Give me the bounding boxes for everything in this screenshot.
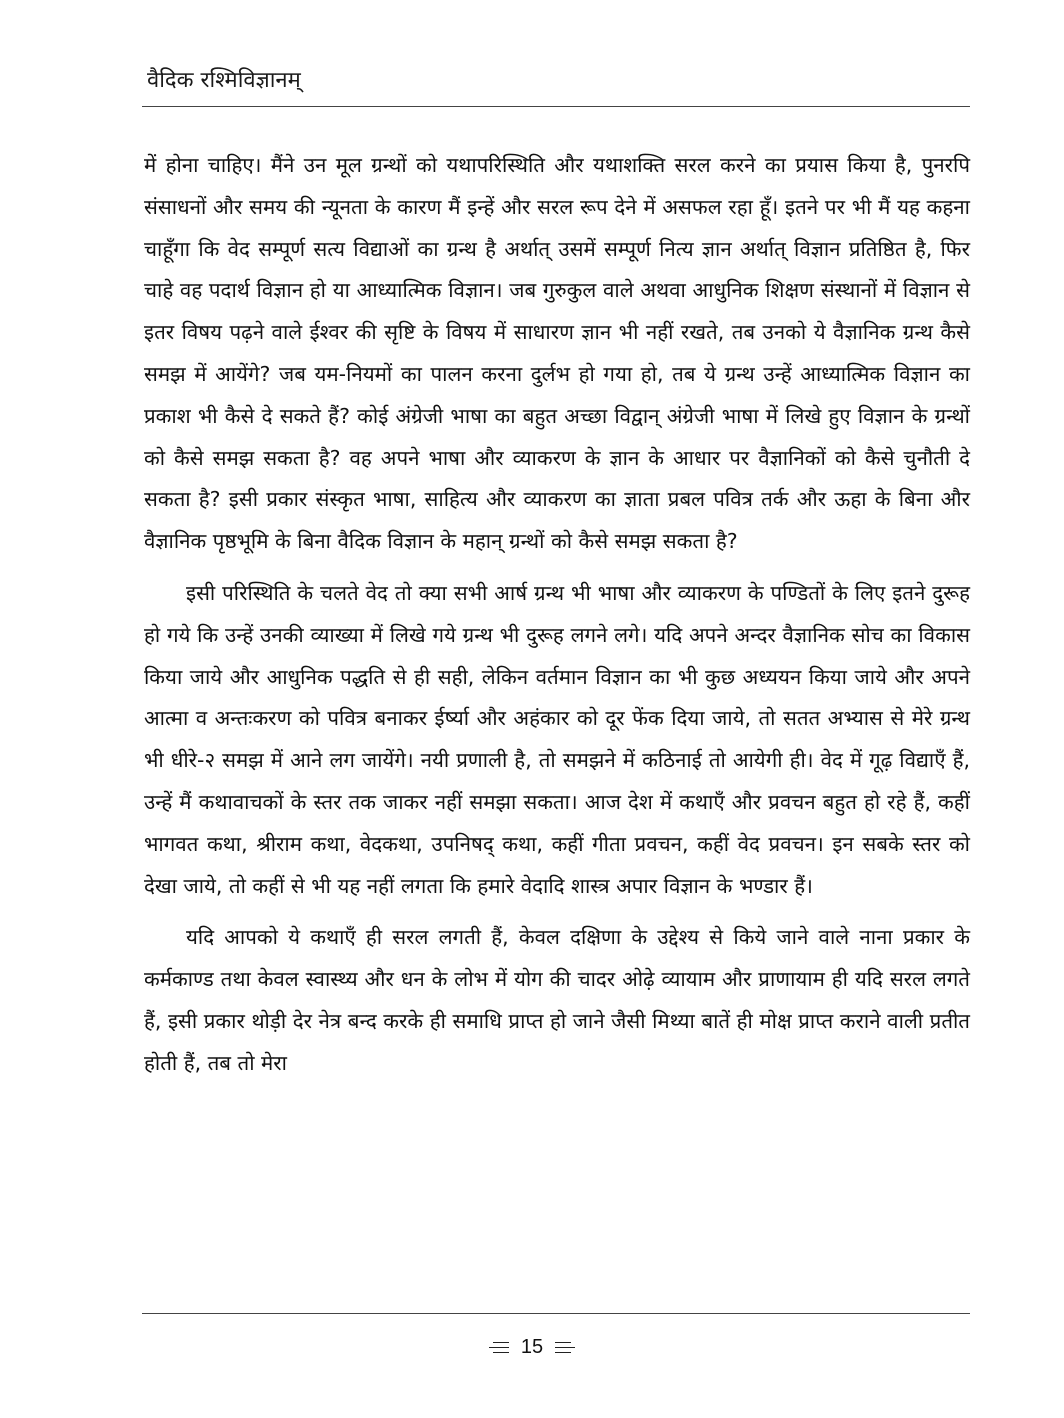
folio-ornament-right <box>555 1340 575 1354</box>
running-head-title: वैदिक रश्मिविज्ञानम् <box>147 68 301 93</box>
paragraph-3: यदि आपको ये कथाएँ ही सरल लगती हैं, केवल दक्षिणा के उद्देश्य से किये जाने वाले नाना प्रकार के कर्मकाण्ड तथा केवल स्वास्थ्य और धन के लोभ में योग की चादर ओढ़े व्यायाम और प्राणायाम ही यदि सरल लगते हैं, इसी प्रकार थोड़ी देर नेत्र बन्द करके ही समाधि प्राप्त हो जाने जैसी मिथ्या बातें ही मोक्ष प्राप्त कराने वाली प्रतीत होती हैं, तब तो मेरा <box>144 925 970 1075</box>
paragraph-1: में होना चाहिए। मैंने उन मूल ग्रन्थों को यथापरिस्थिति और यथाशक्ति सरल करने का प्रयास किया है, पुनरपि संसाधनों और समय की न्यूनता के कारण मैं इन्हें और सरल रूप देने में असफल रहा हूँ। इतने पर भी मैं यह कहना चाहूँगा कि वेद सम्पूर्ण सत्य विद्याओं का ग्रन्थ है अर्थात् उसमें सम्पूर्ण नित्य ज्ञान अर्थात् विज्ञान प्रतिष्ठित है, फिर चाहे वह पदार्थ विज्ञान हो या आध्यात्मिक विज्ञान। जब गुरुकुल वाले अथवा आधुनिक शिक्षण संस्थानों में विज्ञान से इतर विषय पढ़ने वाले ईश्वर की सृष्टि के विषय में साधारण ज्ञान भी नहीं रखते, तब उनको ये वैज्ञानिक ग्रन्थ कैसे समझ में आयेंगे? जब यम-नियमों का पालन करना दुर्लभ हो गया हो, तब ये ग्रन्थ उन्हें आध्यात्मिक विज्ञान का प्रकाश भी कैसे दे सकते हैं? कोई अंग्रेजी भाषा का बहुत अच्छा विद्वान् अंग्रेजी भाषा में लिखे हुए विज्ञान के ग्रन्थों को कैसे समझ सकता है? वह अपने भाषा और व्याकरण के ज्ञान के आधार पर वैज्ञानिकों को कैसे चुनौती दे सकता है? इसी प्रकार संस्कृत भाषा, साहित्य और व्याकरण का ज्ञाता प्रबल पवित्र तर्क और ऊहा के बिना और वैज्ञानिक पृष्ठभूमि के बिना वैदिक विज्ञान के महान् ग्रन्थों को कैसे समझ सकता है? <box>144 153 970 554</box>
footer-rule <box>142 1313 970 1314</box>
header-rule <box>142 106 970 107</box>
paragraph-2: इसी परिस्थिति के चलते वेद तो क्या सभी आर्ष ग्रन्थ भी भाषा और व्याकरण के पण्डितों के लिए इतने दुरूह हो गये कि उन्हें उनकी व्याख्या में लिखे गये ग्रन्थ भी दुरूह लगने लगे। यदि अपने अन्दर वैज्ञानिक सोच का विकास किया जाये और आधुनिक पद्धति से ही सही, लेकिन वर्तमान विज्ञान का भी कुछ अध्ययन किया जाये और अपने आत्मा व अन्तःकरण को पवित्र बनाकर ईर्ष्या और अहंकार को दूर फेंक दिया जाये, तो सतत अभ्यास से मेरे ग्रन्थ भी धीरे-२ समझ में आने लग जायेंगे। नयी प्रणाली है, तो समझने में कठिनाई तो आयेगी ही। वेद में गूढ़ विद्याएँ हैं, उन्हें मैं कथावाचकों के स्तर तक जाकर नहीं समझा सकता। आज देश में कथाएँ और प्रवचन बहुत हो रहे हैं, कहीं भागवत कथा, श्रीराम कथा, वेदकथा, उपनिषद् कथा, कहीं गीता प्रवचन, कहीं वेद प्रवचन। इन सबके स्तर को देखा जाये, तो कहीं से भी यह नहीं लगता कि हमारे वेदादि शास्त्र अपार विज्ञान के भण्डार हैं। <box>144 580 970 898</box>
body-text <box>144 145 970 1085</box>
folio-ornament-left <box>489 1340 509 1354</box>
page-number: 15 <box>520 1335 544 1358</box>
page-folio <box>0 1330 1064 1362</box>
